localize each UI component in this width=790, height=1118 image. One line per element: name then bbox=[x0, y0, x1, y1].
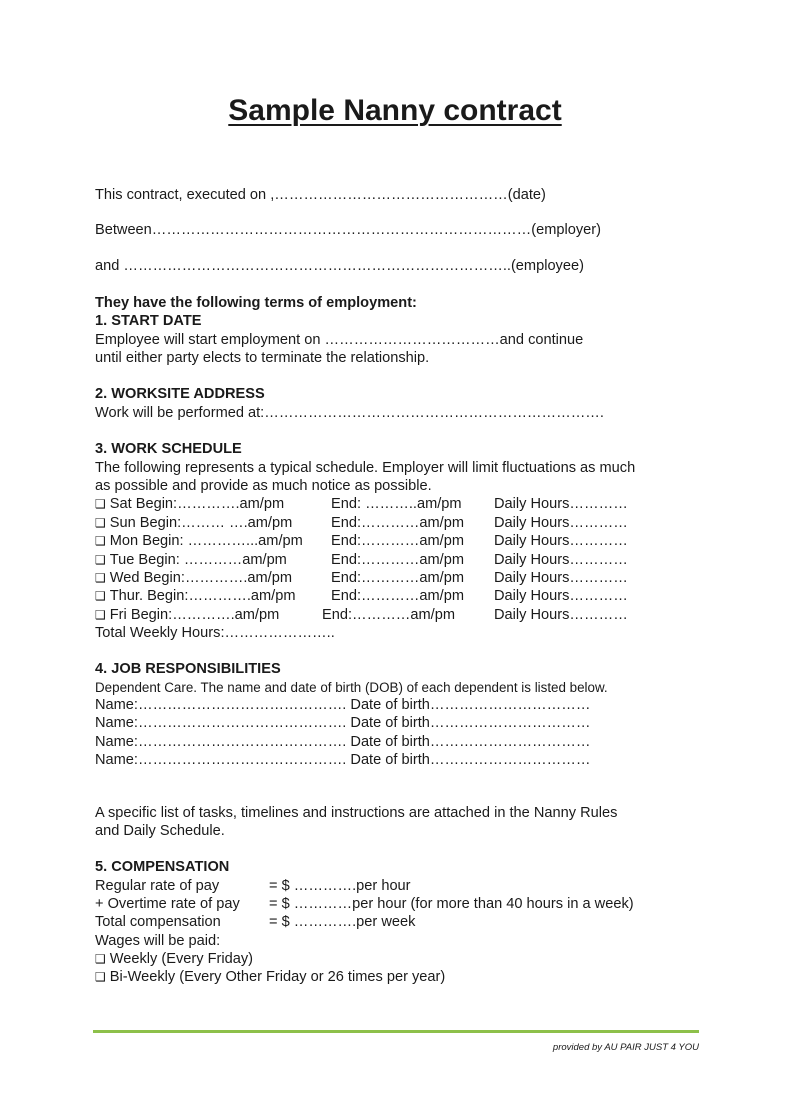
pay-option-label: Weekly (Every Friday) bbox=[109, 951, 254, 967]
dependent-name-field: Name:……………………………………. bbox=[95, 715, 351, 731]
checkbox-icon[interactable]: ❑ bbox=[95, 553, 106, 567]
daily-hours-field: Daily Hours………… bbox=[494, 552, 628, 568]
begin-field: Thur. Begin:………….am/pm bbox=[109, 588, 296, 604]
checkbox-icon[interactable]: ❑ bbox=[95, 970, 106, 984]
executed-line: This contract, executed on ,…………………………………………(date) bbox=[95, 187, 546, 203]
schedule-text: The following represents a typical schedule. Employer will limit fluctuations as much bbox=[95, 460, 636, 476]
dependent-row bbox=[95, 714, 590, 732]
daily-hours-field: Daily Hours………… bbox=[494, 533, 628, 549]
begin-field: Sat Begin:………….am/pm bbox=[109, 496, 285, 512]
footer-credit: provided by AU PAIR JUST 4 YOU bbox=[552, 1042, 699, 1053]
dependent-dob-field: Date of birth…………………………… bbox=[350, 697, 591, 713]
pay-option-label: Bi-Weekly (Every Other Friday or 26 times per year) bbox=[109, 969, 446, 985]
start-date-text: until either party elects to terminate the relationship. bbox=[95, 350, 430, 366]
dependent-row bbox=[95, 733, 590, 751]
checkbox-icon[interactable]: ❑ bbox=[95, 952, 106, 966]
begin-field: Tue Begin: …………am/pm bbox=[109, 552, 287, 568]
page-title: Sample Nanny contract bbox=[228, 94, 562, 127]
dependent-row bbox=[95, 751, 590, 769]
dependent-note: Dependent Care. The name and date of birth (DOB) of each dependent is listed below. bbox=[95, 680, 608, 695]
compensation-value: = $ ………….per hour bbox=[269, 878, 411, 894]
compensation-label: Regular rate of pay bbox=[95, 878, 220, 894]
start-date-text: Employee will start employment on ………………………………and continue bbox=[95, 332, 584, 348]
compensation-value: = $ ………….per week bbox=[269, 914, 416, 930]
checkbox-icon[interactable]: ❑ bbox=[95, 589, 106, 603]
worksite-text: Work will be performed at:……………………………………………………………. bbox=[95, 405, 604, 421]
daily-hours-field: Daily Hours………… bbox=[494, 588, 628, 604]
checkbox-icon[interactable]: ❑ bbox=[95, 497, 106, 511]
compensation-label: + Overtime rate of pay bbox=[95, 896, 240, 912]
checkbox-icon[interactable]: ❑ bbox=[95, 516, 106, 530]
compensation-heading: 5. COMPENSATION bbox=[95, 859, 230, 875]
begin-field: Fri Begin:………….am/pm bbox=[109, 607, 280, 623]
and-line: and ……………………………………………………………………..(employee) bbox=[95, 258, 584, 274]
dependent-row bbox=[95, 696, 590, 714]
dependent-name-field: Name:……………………………………. bbox=[95, 752, 351, 768]
begin-field: Wed Begin:………….am/pm bbox=[109, 570, 292, 586]
daily-hours-field: Daily Hours………… bbox=[494, 570, 628, 586]
footer-divider bbox=[93, 1030, 699, 1033]
worksite-heading: 2. WORKSITE ADDRESS bbox=[95, 386, 265, 402]
checkbox-icon[interactable]: ❑ bbox=[95, 571, 106, 585]
wages-label: Wages will be paid: bbox=[95, 933, 221, 949]
checkbox-icon[interactable]: ❑ bbox=[95, 534, 106, 548]
end-field: End:…………am/pm bbox=[322, 607, 455, 623]
schedule-text: as possible and provide as much notice as possible. bbox=[95, 478, 432, 494]
responsibilities-heading: 4. JOB RESPONSIBILITIES bbox=[95, 661, 281, 677]
pay-option bbox=[95, 950, 253, 968]
dependent-dob-field: Date of birth…………………………… bbox=[350, 752, 591, 768]
begin-field: Mon Begin: …………...am/pm bbox=[109, 533, 303, 549]
start-date-heading: 1. START DATE bbox=[95, 313, 202, 329]
checkbox-icon[interactable]: ❑ bbox=[95, 608, 106, 622]
daily-hours-field: Daily Hours………… bbox=[494, 607, 628, 623]
dependent-dob-field: Date of birth…………………………… bbox=[350, 734, 591, 750]
between-line: Between……………………………………………………………………(employer) bbox=[95, 222, 601, 238]
compensation-value: = $ …………per hour (for more than 40 hours in a week) bbox=[269, 896, 634, 912]
end-field: End:…………am/pm bbox=[331, 588, 464, 604]
daily-hours-field: Daily Hours………… bbox=[494, 496, 628, 512]
daily-hours-field: Daily Hours………… bbox=[494, 515, 628, 531]
tasks-text: and Daily Schedule. bbox=[95, 823, 225, 839]
dependent-name-field: Name:……………………………………. bbox=[95, 734, 351, 750]
end-field: End:…………am/pm bbox=[331, 515, 464, 531]
total-weekly-hours: Total Weekly Hours:………………….. bbox=[95, 625, 335, 641]
pay-option bbox=[95, 968, 445, 986]
end-field: End:…………am/pm bbox=[331, 570, 464, 586]
dependent-dob-field: Date of birth…………………………… bbox=[350, 715, 591, 731]
dependent-name-field: Name:……………………………………. bbox=[95, 697, 351, 713]
tasks-text: A specific list of tasks, timelines and instructions are attached in the Nanny Rules bbox=[95, 805, 618, 821]
begin-field: Sun Begin:……… ….am/pm bbox=[109, 515, 293, 531]
end-field: End:…………am/pm bbox=[331, 533, 464, 549]
end-field: End: ………..am/pm bbox=[331, 496, 462, 512]
compensation-label: Total compensation bbox=[95, 914, 221, 930]
end-field: End:…………am/pm bbox=[331, 552, 464, 568]
terms-heading: They have the following terms of employment: bbox=[95, 295, 417, 311]
schedule-heading: 3. WORK SCHEDULE bbox=[95, 441, 242, 457]
